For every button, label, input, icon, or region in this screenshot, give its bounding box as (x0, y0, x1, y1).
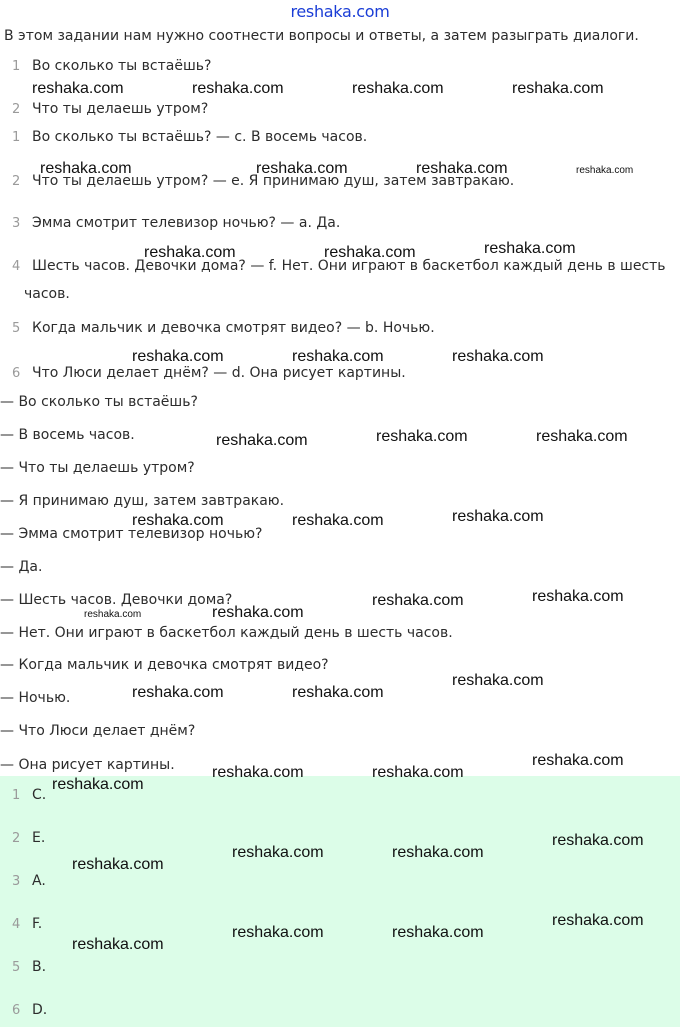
watermark: reshaka.com (552, 912, 644, 929)
item-text: Что Люси делает днём? — d. Она рисует картины. (32, 365, 406, 381)
dialogue-line: — Во сколько ты встаёшь? (0, 394, 198, 410)
watermark: reshaka.com (192, 80, 284, 97)
match-item (12, 258, 666, 274)
item-number: 1 (12, 130, 21, 145)
watermark: reshaka.com (132, 512, 224, 529)
item-number: 6 (12, 366, 21, 381)
dialogue-line: — Когда мальчик и девочка смотрят видео? (0, 657, 329, 673)
dialogue-line: — Она рисует картины. (0, 757, 175, 773)
dialogue-line: — Шесть часов. Девочки дома? (0, 592, 233, 608)
answer-letter: F. (32, 916, 43, 932)
watermark: reshaka.com (132, 348, 224, 365)
site-title[interactable]: reshaka.com (290, 2, 390, 21)
watermark: reshaka.com (256, 160, 348, 177)
watermark: reshaka.com (372, 764, 464, 781)
answer-item (12, 873, 46, 889)
watermark: reshaka.com (452, 348, 544, 365)
watermark: reshaka.com (292, 512, 384, 529)
watermark: reshaka.com (212, 764, 304, 781)
watermark: reshaka.com (72, 936, 164, 953)
dialogue-line: — В восемь часов. (0, 427, 135, 443)
watermark: reshaka.com (144, 244, 236, 261)
watermark: reshaka.com (216, 432, 308, 449)
watermark: reshaka.com (484, 240, 576, 257)
watermark: reshaka.com (324, 244, 416, 261)
watermark: reshaka.com (416, 160, 508, 177)
answers-panel (0, 776, 680, 1027)
question-item (12, 101, 208, 117)
item-number: 5 (12, 960, 21, 975)
watermark: reshaka.com (552, 832, 644, 849)
answer-item (12, 1002, 47, 1018)
answer-letter: D. (32, 1002, 48, 1018)
watermark: reshaka.com (452, 672, 544, 689)
item-text: Во сколько ты встаёшь? (32, 58, 212, 74)
answer-letter: A. (32, 873, 46, 889)
watermark: reshaka.com (532, 588, 624, 605)
item-text: Что ты делаешь утром? — e. Я принимаю душ, затем завтракаю. (32, 173, 515, 189)
watermark: reshaka.com (392, 844, 484, 861)
match-item (12, 173, 514, 189)
answer-item (12, 787, 46, 803)
answer-letter: C. (32, 787, 47, 803)
answer-item (12, 830, 45, 846)
dialogue-line: — Эмма смотрит телевизор ночью? (0, 526, 263, 542)
match-item-continuation: часов. (24, 286, 70, 302)
item-number: 5 (12, 321, 21, 336)
item-number: 4 (12, 259, 21, 274)
task-intro: В этом задании нам нужно соотнести вопросы и ответы, а затем разыграть диалоги. (4, 28, 639, 44)
watermark: reshaka.com (52, 776, 144, 793)
item-text: Во сколько ты встаёшь? — c. В восемь часов. (32, 129, 368, 145)
watermark: reshaka.com (132, 684, 224, 701)
item-number: 4 (12, 917, 21, 932)
item-number: 2 (12, 102, 21, 117)
watermark: reshaka.com (232, 924, 324, 941)
watermark: reshaka.com (40, 160, 132, 177)
item-number: 2 (12, 174, 21, 189)
item-number: 1 (12, 788, 21, 803)
watermark: reshaka.com (576, 165, 634, 176)
watermark: reshaka.com (532, 752, 624, 769)
item-text: Шесть часов. Девочки дома? — f. Нет. Они играют в баскетбол каждый день в шесть (32, 258, 666, 274)
answer-item (12, 916, 42, 932)
item-number: 3 (12, 874, 21, 889)
watermark: reshaka.com (452, 508, 544, 525)
watermark: reshaka.com (84, 609, 142, 620)
dialogue-line: — Да. (0, 559, 43, 575)
watermark: reshaka.com (352, 80, 444, 97)
watermark: reshaka.com (212, 604, 304, 621)
watermark: reshaka.com (32, 80, 124, 97)
match-item (12, 320, 435, 336)
match-item (12, 129, 367, 145)
watermark: reshaka.com (232, 844, 324, 861)
watermark: reshaka.com (72, 856, 164, 873)
match-item (12, 365, 406, 381)
item-number: 6 (12, 1003, 21, 1018)
item-number: 1 (12, 59, 21, 74)
dialogue-line: — Нет. Они играют в баскетбол каждый день в шесть часов. (0, 625, 453, 641)
dialogue-line: — Ночью. (0, 690, 71, 706)
watermark: reshaka.com (392, 924, 484, 941)
answer-letter: E. (32, 830, 46, 846)
watermark: reshaka.com (372, 592, 464, 609)
item-text: Эмма смотрит телевизор ночью? — a. Да. (32, 215, 341, 231)
watermark: reshaka.com (512, 80, 604, 97)
item-number: 2 (12, 831, 21, 846)
match-item (12, 215, 340, 231)
dialogue-line: — Я принимаю душ, затем завтракаю. (0, 493, 285, 509)
dialogue-line: — Что Люси делает днём? (0, 723, 196, 739)
watermark: reshaka.com (292, 684, 384, 701)
question-item (12, 58, 211, 74)
watermark: reshaka.com (292, 348, 384, 365)
item-text: Что ты делаешь утром? (32, 101, 209, 117)
answer-item (12, 959, 46, 975)
answer-letter: B. (32, 959, 47, 975)
watermark: reshaka.com (536, 428, 628, 445)
item-number: 3 (12, 216, 21, 231)
item-text: Когда мальчик и девочка смотрят видео? — b. Ночью. (32, 320, 435, 336)
watermark: reshaka.com (376, 428, 468, 445)
dialogue-line: — Что ты делаешь утром? (0, 460, 195, 476)
